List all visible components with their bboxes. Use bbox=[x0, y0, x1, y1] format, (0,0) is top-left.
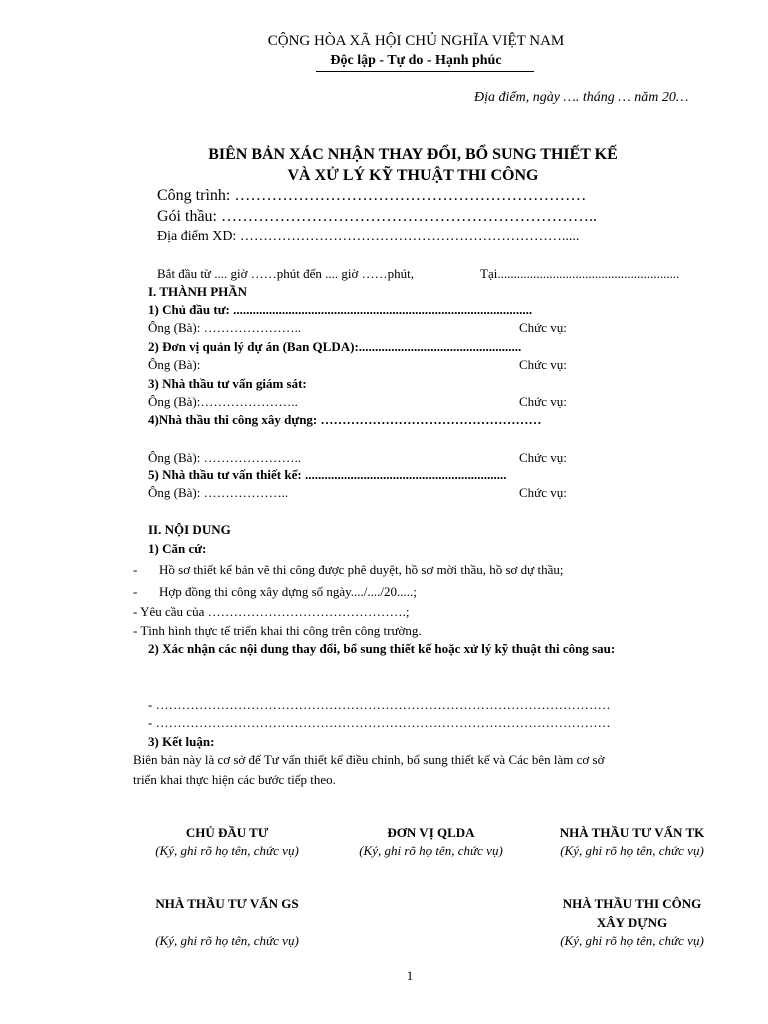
conclusion-heading: 3) Kết luận: bbox=[148, 734, 215, 749]
basis-item4: - Tình hình thực tế triển khai thi công trên công trường. bbox=[133, 623, 422, 638]
time-line: Bắt đầu từ .... giờ ……phút đến .... giờ ……phút, bbox=[157, 266, 414, 281]
signature-pmu-title: ĐƠN VỊ QLDA bbox=[387, 825, 475, 840]
signature-supervisor-note: (Ký, ghi rõ họ tên, chức vụ) bbox=[155, 933, 299, 948]
signature-designer-title: NHÀ THẦU TƯ VẤN TK bbox=[559, 825, 705, 840]
section2-heading: II. NỘI DUNG bbox=[148, 522, 231, 537]
signature-contractor-title-line2: XÂY DỰNG bbox=[596, 915, 668, 930]
conclusion-text-line2: triển khai thực hiện các bước tiếp theo. bbox=[133, 772, 336, 787]
party4-position: Chức vụ: bbox=[519, 450, 567, 465]
package-line: Gói thầu: …………………………………………………………….. bbox=[157, 208, 597, 225]
place-date: Địa điểm, ngày …. tháng … năm 20… bbox=[474, 90, 689, 105]
party3-name: Ông (Bà):………………….. bbox=[148, 394, 298, 409]
party2-position: Chức vụ: bbox=[519, 357, 567, 372]
confirm-heading: 2) Xác nhận các nội dung thay đổi, bổ sung thiết kế hoặc xử lý kỹ thuật thi công sau: bbox=[148, 641, 616, 656]
party3-position: Chức vụ: bbox=[519, 394, 567, 409]
motto: Độc lập - Tự do - Hạnh phúc bbox=[330, 53, 502, 68]
party5-designer: 5) Nhà thầu tư vấn thiết kế: .............................................................. bbox=[148, 467, 507, 482]
project-name-line: Công trình: ………………………………………………………… bbox=[157, 187, 587, 204]
document-title-line2: VÀ XỬ LÝ KỸ THUẬT THI CÔNG bbox=[287, 167, 539, 184]
basis-item1: Hồ sơ thiết kế bản vẽ thi công được phê duyệt, hồ sơ mời thầu, hồ sơ dự thầu; bbox=[159, 562, 564, 577]
nation-name: CỘNG HÒA XÃ HỘI CHỦ NGHĨA VIỆT NAM bbox=[267, 33, 565, 49]
party3-supervisor: 3) Nhà thầu tư vấn giám sát: bbox=[148, 376, 307, 391]
party5-position: Chức vụ: bbox=[519, 485, 567, 500]
confirm-dots-line2: - …………………………………………………………………………………………… bbox=[148, 715, 611, 730]
signature-contractor-note: (Ký, ghi rõ họ tên, chức vụ) bbox=[560, 933, 704, 948]
basis-item3: - Yêu cầu của ……………………………………….; bbox=[133, 604, 410, 619]
conclusion-text-line1: Biên bản này là cơ sở để Tư vấn thiết kế điều chỉnh, bổ sung thiết kế và Các bên làm cơ sở bbox=[133, 752, 605, 767]
signature-designer-note: (Ký, ghi rõ họ tên, chức vụ) bbox=[560, 843, 704, 858]
signature-investor-note: (Ký, ghi rõ họ tên, chức vụ) bbox=[155, 843, 299, 858]
basis-item2-bullet: - bbox=[133, 584, 138, 599]
party4-name: Ông (Bà): ………………….. bbox=[148, 450, 302, 465]
motto-underline bbox=[316, 71, 534, 72]
basis-item1-bullet: - bbox=[133, 562, 138, 577]
party2-name: Ông (Bà): bbox=[148, 357, 201, 372]
confirm-dots-line1: - …………………………………………………………………………………………… bbox=[148, 697, 611, 712]
party1-position: Chức vụ: bbox=[519, 320, 567, 335]
signature-investor-title: CHỦ ĐẦU TƯ bbox=[185, 825, 269, 840]
party1-investor: 1) Chủ đầu tư: ............................................................................................ bbox=[148, 302, 533, 317]
location-line: Địa điểm XD: ……………………………………………………………..... bbox=[157, 229, 580, 244]
signature-contractor-title-line1: NHÀ THẦU THI CÔNG bbox=[562, 896, 702, 911]
party5-name: Ông (Bà): ……………….. bbox=[148, 485, 289, 500]
document-title-line1: BIÊN BẢN XÁC NHẬN THAY ĐỔI, BỔ SUNG THIẾT KẾ bbox=[208, 146, 618, 163]
section1-heading: I. THÀNH PHẦN bbox=[148, 284, 248, 299]
meeting-place: Tại........................................................ bbox=[480, 266, 680, 281]
party2-pmu: 2) Đơn vị quản lý dự án (Ban QLDA):.................................................. bbox=[148, 339, 522, 354]
page-number: 1 bbox=[406, 968, 414, 983]
party1-name: Ông (Bà): ………………….. bbox=[148, 320, 302, 335]
basis-heading: 1) Căn cứ: bbox=[148, 541, 207, 556]
signature-pmu-note: (Ký, ghi rõ họ tên, chức vụ) bbox=[359, 843, 503, 858]
party4-contractor: 4)Nhà thầu thi công xây dựng: …………………………………………… bbox=[148, 412, 542, 427]
signature-supervisor-title: NHÀ THẦU TƯ VẤN GS bbox=[155, 896, 299, 911]
basis-item2: Hợp đồng thi công xây dựng số ngày..../..../20.....; bbox=[159, 584, 417, 599]
